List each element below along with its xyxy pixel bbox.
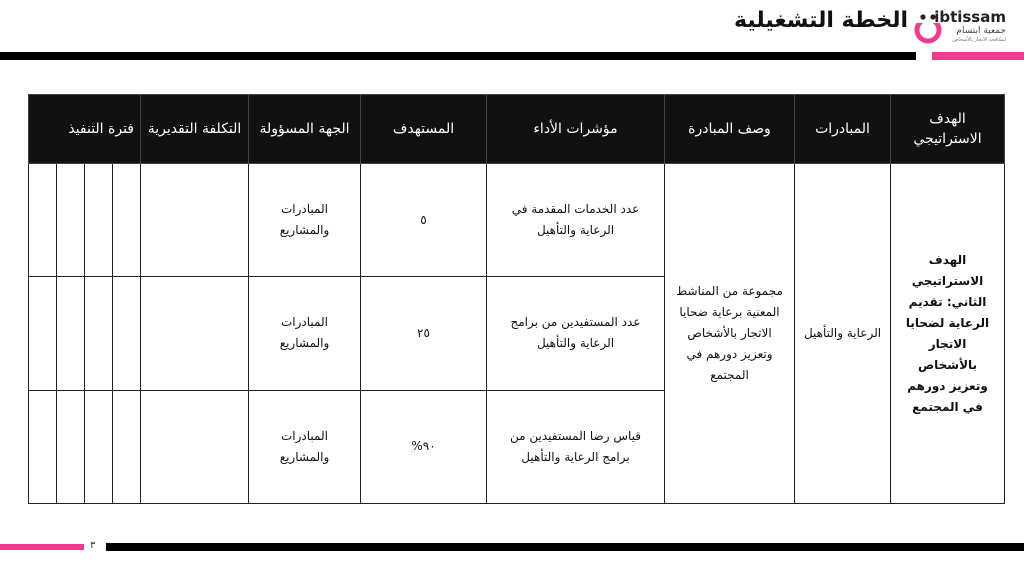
- header-goal: الهدف الاستراتيجي: [891, 95, 1005, 164]
- initiative-cell: الرعاية والتأهيل: [795, 164, 891, 504]
- period-cell: [57, 390, 85, 503]
- header-period: فترة التنفيذ: [29, 95, 141, 164]
- cost-cell: [141, 277, 249, 390]
- indicator-cell: عدد المستفيدين من برامج الرعاية والتأهيل: [487, 277, 665, 390]
- page-title: الخطة التشغيلية: [734, 8, 908, 33]
- responsible-cell: المبادرات والمشاريع: [249, 277, 361, 390]
- bottom-divider-black: [106, 543, 1024, 551]
- page-number: ٣: [90, 540, 96, 551]
- period-cell: [57, 277, 85, 390]
- period-cell: [85, 277, 113, 390]
- logo-arabic-name: جمعية ابتسام: [956, 26, 1006, 36]
- responsible-cell: المبادرات والمشاريع: [249, 390, 361, 503]
- header-target: المستهدف: [361, 95, 487, 164]
- target-cell: ٥: [361, 164, 487, 277]
- cost-cell: [141, 390, 249, 503]
- logo-subtitle: لمكافحة الاتجار بالأشخاص: [952, 37, 1006, 43]
- period-cell: [113, 390, 141, 503]
- period-cell: [29, 277, 57, 390]
- cost-cell: [141, 164, 249, 277]
- period-cell: [29, 390, 57, 503]
- indicator-cell: قياس رضا المستفيدين من برامج الرعاية والتأهيل: [487, 390, 665, 503]
- top-divider-black: [0, 52, 916, 60]
- responsible-cell: المبادرات والمشاريع: [249, 164, 361, 277]
- indicator-cell: عدد الخدمات المقدمة في الرعاية والتأهيل: [487, 164, 665, 277]
- goal-cell: الهدف الاستراتيجي الثاني: تقديم الرعاية لضحايا الاتجار بالأشخاص وتعزيز دورهم في المجتمع: [891, 164, 1005, 504]
- target-cell: ٩٠%: [361, 390, 487, 503]
- period-cell: [85, 390, 113, 503]
- header-indicators: مؤشرات الأداء: [487, 95, 665, 164]
- header-cost: التكلفة التقديرية: [141, 95, 249, 164]
- period-cell: [113, 164, 141, 277]
- table-row: [29, 164, 1005, 277]
- description-cell: مجموعة من المناشط المعنية برعاية ضحايا الاتجار بالأشخاص وتعزيز دورهم في المجتمع: [665, 164, 795, 504]
- target-cell: ٢٥: [361, 277, 487, 390]
- header-initiatives: المبادرات: [795, 95, 891, 164]
- bottom-divider-pink: [0, 544, 84, 550]
- period-cell: [57, 164, 85, 277]
- top-divider-pink: [932, 52, 1024, 60]
- period-cell: [29, 164, 57, 277]
- header-responsible: الجهة المسؤولة: [249, 95, 361, 164]
- logo-brand-text: ibtissam: [934, 8, 1006, 26]
- period-cell: [85, 164, 113, 277]
- table-header-row: [29, 95, 1005, 164]
- operational-plan-table: [28, 94, 1005, 504]
- period-cell: [113, 277, 141, 390]
- header-description: وصف المبادرة: [665, 95, 795, 164]
- ibtissam-logo: [914, 8, 1006, 48]
